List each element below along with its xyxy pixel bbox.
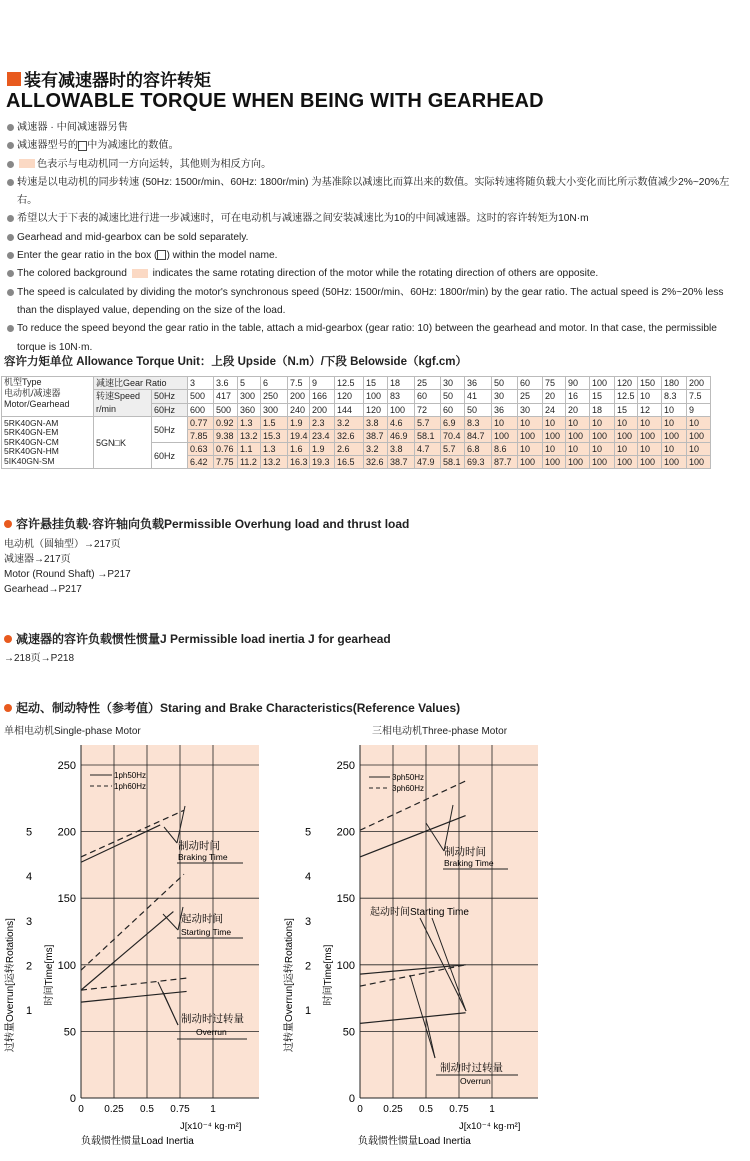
speed-cell: 100 <box>388 403 415 417</box>
torque-cell: 10 <box>687 443 711 456</box>
three-phase-title: 三相电动机Three-phase Motor <box>372 726 508 737</box>
torque-cell: 69.3 <box>465 456 492 469</box>
freq-cell: 60Hz <box>152 443 188 469</box>
torque-cell: 58.1 <box>441 456 465 469</box>
torque-cell: 46.9 <box>388 430 415 443</box>
y-tick-label: 200 <box>57 826 76 839</box>
torque-cell: 1.3 <box>238 417 261 430</box>
torque-cell: 10 <box>492 417 518 430</box>
torque-cell: 3.8 <box>388 443 415 456</box>
speed-cell: 25 <box>518 390 543 404</box>
overrun-tick-label: 1 <box>304 1005 312 1018</box>
speed-cell: 15 <box>615 403 638 417</box>
torque-cell: 1.5 <box>261 417 288 430</box>
torque-cell: 10 <box>638 417 662 430</box>
overrun-label-en: Overrun <box>196 1027 227 1037</box>
ratio-cell: 100 <box>590 377 615 390</box>
speed-cell: 360 <box>238 403 261 417</box>
torque-cell: 16.3 <box>288 456 310 469</box>
legend-50hz: 1ph50Hz <box>114 771 147 780</box>
x-tick-label: 0.75 <box>170 1104 190 1115</box>
ratio-cell: 90 <box>566 377 590 390</box>
torque-cell: 8.6 <box>492 443 518 456</box>
speed-cell: 600 <box>188 403 214 417</box>
x-axis-label: J[x10⁻⁴ kg·m²] <box>459 1121 521 1132</box>
speed-cell: 36 <box>492 403 518 417</box>
torque-cell: 13.2 <box>238 430 261 443</box>
torque-cell: 23.4 <box>310 430 335 443</box>
torque-cell: 10 <box>615 417 638 430</box>
torque-cell: 4.7 <box>415 443 441 456</box>
speed-cell: 12.5 <box>615 390 638 404</box>
gearhead-cell: 5GN□K <box>94 417 152 469</box>
torque-cell: 58.1 <box>415 430 441 443</box>
speed-cell: 8.3 <box>662 390 687 404</box>
speed-cell: 100 <box>364 390 388 404</box>
torque-cell: 2.6 <box>335 443 364 456</box>
header-speed-cell: 转速Speed r/min <box>94 390 152 417</box>
torque-cell: 4.6 <box>388 417 415 430</box>
ratio-cell: 3 <box>188 377 214 390</box>
overrun-label-en: Overrun <box>460 1076 491 1086</box>
ratio-cell: 75 <box>543 377 566 390</box>
note-item: 希望以大于下表的减速比进行进一步减速时，可在电动机与减速器之间安装减速比为10的中间减速器。这时的容许转矩为10N·m <box>6 210 746 228</box>
speed-cell: 9 <box>687 403 711 417</box>
speed-cell: 18 <box>590 403 615 417</box>
torque-cell: 100 <box>566 456 590 469</box>
ratio-cell: 12.5 <box>335 377 364 390</box>
braking-label-cn: 制动时间 <box>444 846 486 858</box>
note-item: Gearhead and mid-gearbox can be sold separately. <box>6 229 746 247</box>
torque-cell: 3.2 <box>364 443 388 456</box>
ref-line: Motor (Round Shaft) →P217 <box>4 569 131 580</box>
speed-cell: 30 <box>492 390 518 404</box>
speed-cell: 240 <box>288 403 310 417</box>
plot-background <box>360 745 538 1098</box>
note-item: To reduce the speed beyond the gear ratio in the table, attach a mid-gearbox (gear ratio: 10) between the gearhead and motor. In that case, the permissible torque is 10N·m. <box>6 320 746 357</box>
x-tick-label: 0.25 <box>383 1104 403 1115</box>
torque-cell: 87.7 <box>492 456 518 469</box>
braking-label-en: Braking Time <box>178 852 228 862</box>
x-axis-title: 负载惯性惯量Load Inertia <box>358 1136 471 1147</box>
speed-cell: 20 <box>566 403 590 417</box>
speed-cell: 500 <box>188 390 214 404</box>
ratio-cell: 9 <box>310 377 335 390</box>
note-item: The colored background indicates the same rotating direction of the motor while the rotating direction of others are opposite. <box>6 265 746 283</box>
torque-cell: 11.2 <box>238 456 261 469</box>
y-tick-label: 200 <box>336 826 355 839</box>
freq-cell: 60Hz <box>152 403 188 417</box>
torque-table-title: 容许力矩单位 Allowance Torque Unit：上段 Upside（N.m）/下段 Belowside（kgf.cm） <box>4 356 468 368</box>
ratio-cell: 200 <box>687 377 711 390</box>
legend-60hz: 1ph60Hz <box>114 782 147 791</box>
torque-cell: 10 <box>543 443 566 456</box>
overhung-refs <box>4 537 131 597</box>
speed-cell: 10 <box>662 403 687 417</box>
torque-cell: 32.6 <box>335 430 364 443</box>
x-tick-label: 0.25 <box>104 1104 124 1115</box>
x-tick-label: 0.75 <box>449 1104 469 1115</box>
y-tick-label: 50 <box>342 1026 355 1039</box>
note-item: 转速是以电动机的同步转速 (50Hz: 1500r/min、60Hz: 1800r/min) 为基准除以减速比而算出来的数值。实际转速将随负载大小变化而比所示数值减少2%~20%左右。 <box>6 174 746 211</box>
torque-cell: 1.1 <box>238 443 261 456</box>
torque-cell: 0.76 <box>214 443 238 456</box>
overrun-tick-label: 1 <box>25 1005 33 1018</box>
y-tick-label: 100 <box>57 959 76 972</box>
torque-cell: 10 <box>518 443 543 456</box>
ratio-cell: 7.5 <box>288 377 310 390</box>
torque-cell: 3.2 <box>335 417 364 430</box>
y-tick-label: 100 <box>336 959 355 972</box>
torque-cell: 10 <box>518 417 543 430</box>
table-row <box>2 377 711 390</box>
torque-cell: 100 <box>543 430 566 443</box>
speed-cell: 16 <box>566 390 590 404</box>
bullet-icon <box>4 635 12 643</box>
title-marker-icon <box>7 72 21 86</box>
ratio-cell: 18 <box>388 377 415 390</box>
ratio-cell: 150 <box>638 377 662 390</box>
torque-cell: 0.92 <box>214 417 238 430</box>
ref-line: Gearhead→P217 <box>4 584 82 595</box>
table-row <box>2 390 711 404</box>
ratio-cell: 5 <box>238 377 261 390</box>
y-time-label: 时间Time[ms] <box>323 944 334 1006</box>
speed-cell: 300 <box>261 403 288 417</box>
speed-cell: 15 <box>590 390 615 404</box>
torque-cell: 38.7 <box>388 456 415 469</box>
starting-label-en: Starting Time <box>181 927 232 937</box>
torque-cell: 10 <box>566 417 590 430</box>
ratio-cell: 50 <box>492 377 518 390</box>
torque-cell: 100 <box>492 430 518 443</box>
torque-cell: 1.3 <box>261 443 288 456</box>
colour-swatch-icon <box>19 159 35 168</box>
speed-cell: 200 <box>310 403 335 417</box>
freq-cell: 50Hz <box>152 390 188 404</box>
ref-line: 减速器→217页 <box>4 554 71 565</box>
bullet-icon <box>4 704 12 712</box>
braking-label-cn: 制动时间 <box>178 840 220 852</box>
speed-cell: 166 <box>310 390 335 404</box>
box-icon <box>78 141 87 151</box>
colour-swatch-icon <box>132 269 148 278</box>
inertia-section-title: 减速器的容许负载惯性惯量J Permissible load inertia J for gearhead <box>4 630 391 647</box>
braking-label-en: Braking Time <box>444 858 494 868</box>
note-item: The speed is calculated by dividing the motor's synchronous speed (50Hz: 1500r/min、60Hz: 1800r/min) by the gear ratio. The actual speed is 2%~20% less than the displayed value, depending on the size of the load. <box>6 284 746 321</box>
speed-cell: 417 <box>214 390 238 404</box>
single-phase-title: 单相电动机Single-phase Motor <box>4 726 141 737</box>
torque-cell: 100 <box>590 430 615 443</box>
table-row <box>2 417 711 430</box>
torque-cell: 19.3 <box>310 456 335 469</box>
torque-cell: 13.2 <box>261 456 288 469</box>
torque-cell: 38.7 <box>364 430 388 443</box>
torque-cell: 100 <box>662 430 687 443</box>
three-phase-chart <box>305 745 538 1115</box>
ratio-cell: 30 <box>441 377 465 390</box>
ratio-cell: 6 <box>261 377 288 390</box>
speed-cell: 300 <box>238 390 261 404</box>
overrun-tick-label: 3 <box>304 915 312 928</box>
x-tick-label: 1 <box>210 1104 216 1115</box>
torque-cell: 5.7 <box>441 443 465 456</box>
inertia-ref: →218页→P218 <box>4 653 75 664</box>
torque-cell: 100 <box>543 456 566 469</box>
ratio-cell: 25 <box>415 377 441 390</box>
speed-cell: 83 <box>388 390 415 404</box>
brake-section-title: 起动、制动特性（参考值）Staring and Brake Characteristics(Reference Values) <box>4 699 460 716</box>
torque-cell: 100 <box>566 430 590 443</box>
ref-line: 电动机（圆轴型）→217页 <box>4 539 121 550</box>
note-item: 减速器型号的 中为减速比的数值。 <box>6 137 746 155</box>
starting-label-cn: 起动时间 <box>181 913 223 925</box>
torque-cell: 100 <box>590 456 615 469</box>
torque-cell: 1.6 <box>288 443 310 456</box>
header-type-cell: 机型Type 电动机/减速器 Motor/Gearhead <box>2 377 94 417</box>
torque-table <box>1 376 711 469</box>
y-tick-label: 250 <box>336 760 355 772</box>
speed-cell: 41 <box>465 390 492 404</box>
torque-cell: 100 <box>638 430 662 443</box>
torque-cell: 10 <box>662 443 687 456</box>
x-axis-label: J[x10⁻⁴ kg·m²] <box>180 1121 242 1132</box>
torque-cell: 10 <box>543 417 566 430</box>
torque-cell: 6.9 <box>441 417 465 430</box>
speed-cell: 60 <box>441 403 465 417</box>
torque-cell: 100 <box>615 430 638 443</box>
overrun-tick-label: 5 <box>25 826 33 839</box>
note-item: 色表示与电动机同一方向运转，其他则为相反方向。 <box>6 156 746 174</box>
torque-cell: 7.75 <box>214 456 238 469</box>
y-tick-label: 50 <box>63 1026 76 1039</box>
y-time-label: 时间Time[ms] <box>44 944 55 1006</box>
overrun-tick-label: 4 <box>304 871 312 884</box>
torque-cell: 10 <box>566 443 590 456</box>
torque-cell: 8.3 <box>465 417 492 430</box>
speed-cell: 7.5 <box>687 390 711 404</box>
bullet-icon <box>4 520 12 528</box>
y-overrun-label: 过转量Overrun[运转Rotations] <box>5 918 16 1052</box>
torque-cell: 10 <box>590 417 615 430</box>
torque-cell: 1.9 <box>310 443 335 456</box>
torque-cell: 15.3 <box>261 430 288 443</box>
torque-cell: 5.7 <box>415 417 441 430</box>
ratio-cell: 3.6 <box>214 377 238 390</box>
ratio-cell: 15 <box>364 377 388 390</box>
y-tick-label: 150 <box>336 893 355 906</box>
torque-cell: 9.38 <box>214 430 238 443</box>
notes-list <box>6 119 746 357</box>
ratio-cell: 180 <box>662 377 687 390</box>
x-axis-title: 负载惯性惯量Load Inertia <box>81 1136 194 1147</box>
torque-cell: 10 <box>590 443 615 456</box>
torque-cell: 10 <box>687 417 711 430</box>
speed-cell: 60 <box>415 390 441 404</box>
y-tick-label: 0 <box>348 1093 355 1105</box>
torque-cell: 100 <box>518 456 543 469</box>
torque-cell: 16.5 <box>335 456 364 469</box>
speed-cell: 24 <box>543 403 566 417</box>
speed-cell: 50 <box>465 403 492 417</box>
torque-cell: 3.8 <box>364 417 388 430</box>
y-overrun-label: 过转量Overrun[运转Rotations] <box>284 918 295 1052</box>
note-item: Enter the gear ratio in the box ( ) within the model name. <box>6 247 746 265</box>
y-tick-label: 250 <box>57 760 76 772</box>
torque-cell: 6.42 <box>188 456 214 469</box>
x-tick-label: 1 <box>489 1104 495 1115</box>
speed-cell: 50 <box>441 390 465 404</box>
ratio-cell: 36 <box>465 377 492 390</box>
ratio-cell: 60 <box>518 377 543 390</box>
overrun-tick-label: 2 <box>25 960 33 973</box>
header-ratio-cell: 减速比Gear Ratio <box>94 377 188 390</box>
torque-cell: 0.63 <box>188 443 214 456</box>
speed-cell: 120 <box>335 390 364 404</box>
speed-cell: 144 <box>335 403 364 417</box>
torque-cell: 100 <box>687 456 711 469</box>
speed-cell: 30 <box>518 403 543 417</box>
page-title-en: ALLOWABLE TORQUE WHEN BEING WITH GEARHEAD <box>6 90 544 112</box>
torque-cell: 1.9 <box>288 417 310 430</box>
speed-cell: 200 <box>288 390 310 404</box>
torque-cell: 100 <box>638 456 662 469</box>
torque-cell: 100 <box>615 456 638 469</box>
torque-cell: 32.6 <box>364 456 388 469</box>
speed-cell: 72 <box>415 403 441 417</box>
torque-cell: 10 <box>638 443 662 456</box>
torque-cell: 19.4 <box>288 430 310 443</box>
torque-cell: 70.4 <box>441 430 465 443</box>
x-tick-label: 0 <box>78 1104 84 1115</box>
torque-cell: 100 <box>518 430 543 443</box>
torque-cell: 0.77 <box>188 417 214 430</box>
torque-cell: 47.9 <box>415 456 441 469</box>
overrun-tick-label: 4 <box>25 871 33 884</box>
legend-50hz: 3ph50Hz <box>392 773 425 782</box>
y-tick-label: 150 <box>57 893 76 906</box>
overrun-label-cn: 制动时过转量 <box>181 1013 244 1025</box>
overhung-section-title: 容许悬挂负载·容许轴向负载Permissible Overhung load and thrust load <box>4 515 409 532</box>
model-list-cell: 5RK40GN-AM 5RK40GN-EM 5RK40GN-CM 5RK40GN-HM 5IK40GN-SM <box>2 417 94 469</box>
torque-cell: 10 <box>615 443 638 456</box>
overrun-tick-label: 3 <box>25 915 33 928</box>
torque-cell: 6.8 <box>465 443 492 456</box>
overrun-label-cn: 制动时过转量 <box>440 1062 503 1074</box>
x-tick-label: 0 <box>357 1104 363 1115</box>
x-tick-label: 0.5 <box>419 1104 433 1115</box>
starting-label-cn: 起动时间Starting Time <box>370 907 469 918</box>
speed-cell: 20 <box>543 390 566 404</box>
speed-cell: 12 <box>638 403 662 417</box>
torque-cell: 100 <box>662 456 687 469</box>
torque-cell: 10 <box>662 417 687 430</box>
torque-cell: 100 <box>687 430 711 443</box>
page-title-cn: 装有减速器时的容许转矩 <box>7 66 211 91</box>
note-item: 减速器 · 中间减速器另售 <box>6 119 746 137</box>
brake-charts <box>0 735 750 1161</box>
speed-cell: 10 <box>638 390 662 404</box>
overrun-tick-label: 5 <box>304 826 312 839</box>
speed-cell: 250 <box>261 390 288 404</box>
speed-cell: 120 <box>364 403 388 417</box>
torque-cell: 84.7 <box>465 430 492 443</box>
torque-cell: 7.85 <box>188 430 214 443</box>
legend-60hz: 3ph60Hz <box>392 784 425 793</box>
torque-cell: 2.3 <box>310 417 335 430</box>
ratio-cell: 120 <box>615 377 638 390</box>
x-tick-label: 0.5 <box>140 1104 154 1115</box>
overrun-tick-label: 2 <box>304 960 312 973</box>
single-phase-chart <box>26 745 259 1115</box>
y-tick-label: 0 <box>69 1093 76 1105</box>
freq-cell: 50Hz <box>152 417 188 443</box>
speed-cell: 500 <box>214 403 238 417</box>
